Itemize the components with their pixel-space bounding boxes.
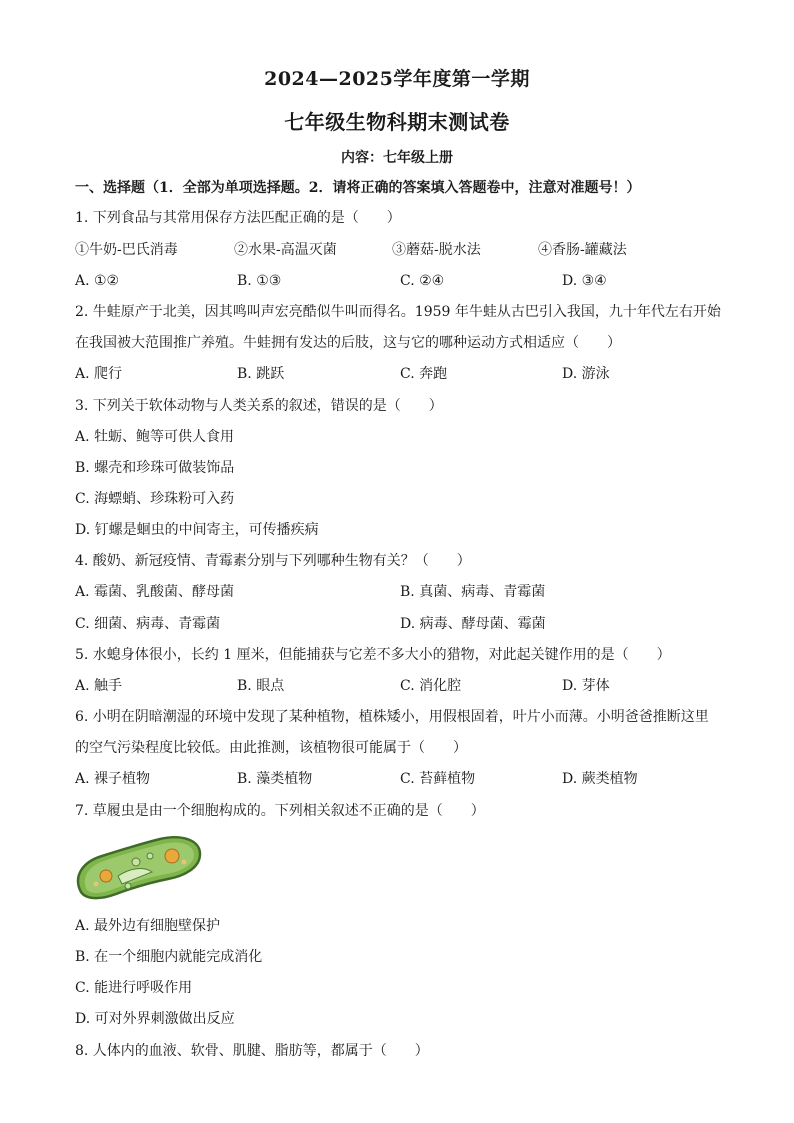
question-3-option-a: A. 牡蛎、鲍等可供人食用 bbox=[75, 429, 235, 445]
question-7-option-d: D. 可对外界刺激做出反应 bbox=[75, 1011, 235, 1027]
question-1-item-1: ①牛奶-巴氏消毒 bbox=[75, 242, 178, 258]
question-6-stem-line-1: 6. 小明在阴暗潮湿的环境中发现了某种植物，植株矮小，用假根固着，叶片小而薄。小明爸爸推断这里 bbox=[75, 709, 709, 725]
question-4-option-a: A. 霉菌、乳酸菌、酵母菌 bbox=[75, 584, 235, 600]
question-1-option-b: B. ①③ bbox=[237, 273, 282, 289]
question-4-option-c: C. 细菌、病毒、青霉菌 bbox=[75, 616, 221, 632]
question-1-item-4: ④香肠-罐藏法 bbox=[538, 242, 627, 258]
paramecium-illustration-icon bbox=[72, 832, 204, 906]
exam-content-scope: 内容：七年级上册 bbox=[341, 150, 453, 166]
question-7-option-c: C. 能进行呼吸作用 bbox=[75, 980, 193, 996]
question-6-option-b: B. 藻类植物 bbox=[237, 771, 313, 787]
section-heading: 一、选择题（1．全部为单项选择题。2．请将正确的答案填入答题卷中，注意对准题号！） bbox=[75, 180, 641, 196]
question-2-stem-line-1: 2. 牛蛙原产于北美，因其鸣叫声宏亮酷似牛叫而得名。1959 年牛蛙从古巴引入我国，九十年代左右开始 bbox=[75, 304, 721, 320]
question-3-option-c: C. 海螵蛸、珍珠粉可入药 bbox=[75, 491, 235, 507]
question-5-stem: 5. 水螅身体很小，长约 1 厘米，但能捕获与它差不多大小的猎物，对此起关键作用的是（ ） bbox=[75, 647, 671, 663]
question-2-option-b: B. 跳跃 bbox=[237, 366, 285, 382]
question-2-option-c: C. 奔跑 bbox=[400, 366, 448, 382]
question-3-option-b: B. 螺壳和珍珠可做装饰品 bbox=[75, 460, 235, 476]
question-2-option-a: A. 爬行 bbox=[75, 366, 123, 382]
exam-title: 七年级生物科期末测试卷 bbox=[284, 110, 510, 134]
question-5-option-c: C. 消化腔 bbox=[400, 678, 462, 694]
question-8-stem: 8. 人体内的血液、软骨、肌腱、脂肪等，都属于（ ） bbox=[75, 1043, 429, 1059]
question-5-option-a: A. 触手 bbox=[75, 678, 123, 694]
question-1-stem: 1. 下列食品与其常用保存方法匹配正确的是（ ） bbox=[75, 210, 401, 226]
exam-year-term: 2024—2025学年度第一学期 bbox=[264, 68, 530, 90]
question-5-option-b: B. 眼点 bbox=[237, 678, 285, 694]
question-2-stem-line-2: 在我国被大范围推广养殖。牛蛙拥有发达的后肢，这与它的哪种运动方式相适应（ ） bbox=[75, 335, 621, 351]
question-1-item-2: ②水果-高温灭菌 bbox=[234, 242, 337, 258]
question-4-option-d: D. 病毒、酵母菌、霉菌 bbox=[400, 616, 546, 632]
question-6-option-a: A. 裸子植物 bbox=[75, 771, 151, 787]
question-4-option-b: B. 真菌、病毒、青霉菌 bbox=[400, 584, 546, 600]
question-7-option-b: B. 在一个细胞内就能完成消化 bbox=[75, 949, 263, 965]
question-7-option-a: A. 最外边有细胞壁保护 bbox=[75, 918, 221, 934]
nucleus-left bbox=[100, 870, 112, 882]
question-4-stem: 4. 酸奶、新冠疫情、青霉素分别与下列哪种生物有关？（ ） bbox=[75, 553, 471, 569]
question-1-item-3: ③蘑菇-脱水法 bbox=[392, 242, 481, 258]
nucleus-right bbox=[165, 849, 179, 863]
question-7-stem: 7. 草履虫是由一个细胞构成的。下列相关叙述不正确的是（ ） bbox=[75, 803, 485, 819]
question-6-option-c: C. 苔藓植物 bbox=[400, 771, 476, 787]
question-1-option-d: D. ③④ bbox=[562, 273, 607, 289]
question-1-option-a: A. ①② bbox=[75, 273, 120, 289]
question-6-stem-line-2: 的空气污染程度比较低。由此推测，该植物很可能属于（ ） bbox=[75, 740, 467, 756]
question-5-option-d: D. 芽体 bbox=[562, 678, 610, 694]
question-3-option-d: D. 钉螺是蛔虫的中间寄主，可传播疾病 bbox=[75, 522, 319, 538]
question-6-option-d: D. 蕨类植物 bbox=[562, 771, 638, 787]
question-2-option-d: D. 游泳 bbox=[562, 366, 610, 382]
question-1-option-c: C. ②④ bbox=[400, 273, 445, 289]
question-3-stem: 3. 下列关于软体动物与人类关系的叙述，错误的是（ ） bbox=[75, 398, 443, 414]
